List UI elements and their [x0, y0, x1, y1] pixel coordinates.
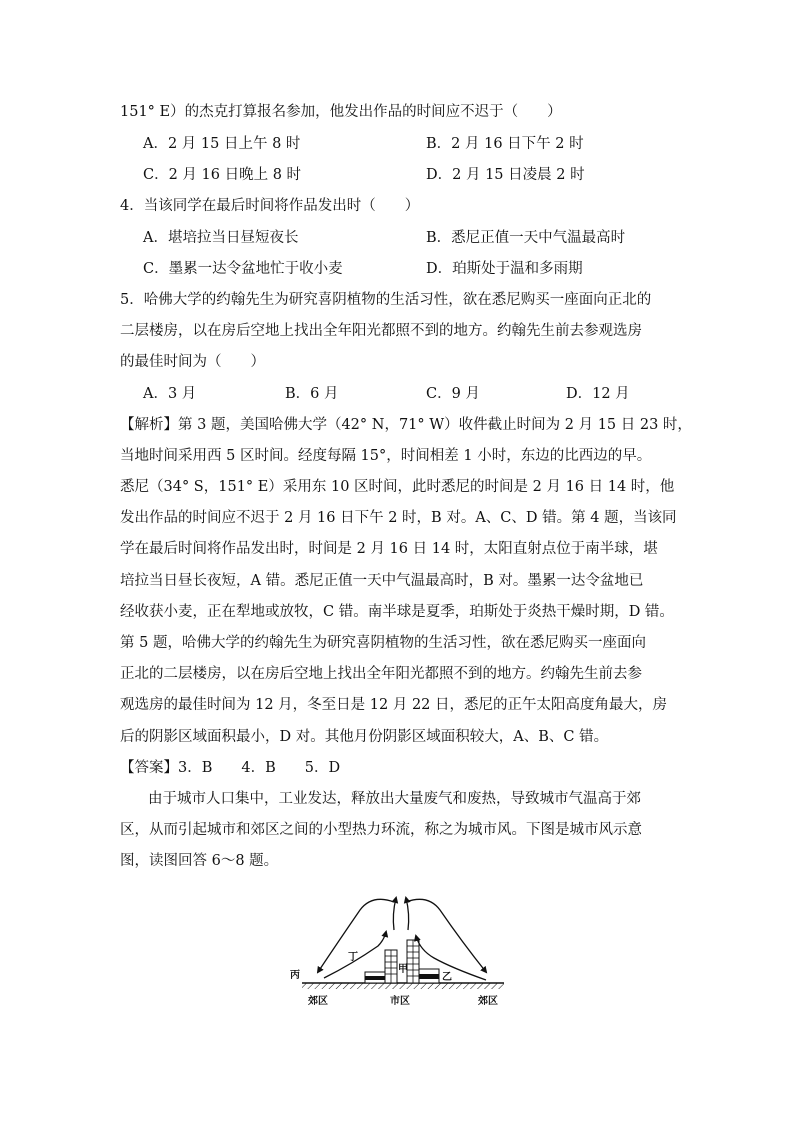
analysis-line-10: 观选房的最佳时间为 12 月，冬至日是 12 月 22 日，悉尼的正午太阳高度角最大，房: [120, 697, 668, 713]
answer-line: 【答案】3．B 4．B 5．D: [120, 760, 341, 776]
label-ding: 丁: [348, 952, 358, 963]
intro-line-3: 图，读图回答 6～8 题。: [120, 853, 279, 869]
q3-continuation: 151° E）的杰克打算报名参加，他发出作品的时间应不迟于（ ）: [120, 104, 562, 120]
label-city: 市区: [390, 996, 410, 1007]
q5-option-b: B．6 月: [285, 386, 339, 402]
ground-line: [302, 983, 504, 989]
analysis-line-2: 当地时间采用西 5 区时间。经度每隔 15°，时间相差 1 小时，东边的比西边的早。: [120, 448, 652, 464]
intro-line-2: 区，从而引起城市和郊区之间的小型热力环流，称之为城市风。下图是城市风示意: [120, 822, 642, 838]
building-left: [365, 972, 385, 983]
q5-option-a: A．3 月: [143, 386, 197, 402]
label-suburb-right: 郊区: [478, 996, 498, 1007]
analysis-line-8: 第 5 题，哈佛大学的约翰先生为研究喜阴植物的生活习性，欲在悉尼购买一座面向: [120, 635, 646, 651]
city-wind-diagram: [282, 880, 518, 1012]
analysis-line-7: 经收获小麦，正在犁地或放牧，C 错。南半球是夏季，珀斯处于炎热干燥时期，D 错。: [120, 604, 674, 620]
q4-option-b: B．悉尼正值一天中气温最高时: [426, 230, 626, 246]
q4-option-c: C．墨累一达令盆地忙于收小麦: [143, 261, 343, 277]
analysis-line-5: 学在最后时间将作品发出时，时间是 2 月 16 日 14 时，太阳直射点位于南半球，堪: [120, 541, 658, 557]
intro-line-1: 由于城市人口集中，工业发达，释放出大量废气和废热，导致城市气温高于郊: [148, 791, 641, 807]
label-yi: 乙: [442, 972, 452, 983]
q5-option-d: D．12 月: [566, 386, 630, 402]
label-jia: 甲: [398, 964, 408, 975]
building-tall-left: [385, 950, 397, 983]
arrow-rise-left: [393, 898, 396, 930]
q3-option-b: B．2 月 16 日下午 2 时: [426, 136, 584, 152]
analysis-line-3: 悉尼（34° S，151° E）采用东 10 区时间，此时悉尼的时间是 2 月 16 日 14 时，他: [120, 479, 675, 495]
analysis-line-6: 培拉当日昼长夜短，A 错。悉尼正值一天中气温最高时，B 对。墨累一达令盆地已: [120, 573, 644, 589]
analysis-line-11: 后的阴影区域面积最小，D 对。其他月份阴影区域面积较大，A、B、C 错。: [120, 729, 609, 745]
q4-stem: 4．当该同学在最后时间将作品发出时（ ）: [120, 198, 420, 214]
label-suburb-left: 郊区: [308, 996, 328, 1007]
building-right: [419, 969, 439, 983]
analysis-line-4: 发出作品的时间应不迟于 2 月 16 日下午 2 时，B 对。A、C、D 错。第 4 题，当该同: [120, 510, 677, 526]
analysis-line-9: 正北的二层楼房，以在房后空地上找出全年阳光都照不到的地方。约翰先生前去参: [120, 666, 642, 682]
label-bing: 丙: [290, 970, 300, 981]
q4-option-d: D．珀斯处于温和多雨期: [426, 261, 583, 277]
q3-option-c: C．2 月 16 日晚上 8 时: [143, 167, 302, 183]
q5-option-c: C．9 月: [426, 386, 480, 402]
q3-option-a: A．2 月 15 日上午 8 时: [143, 136, 301, 152]
analysis-line-1: 【解析】第 3 题，美国哈佛大学（42° N，71° W）收件截止时间为 2 月 15 日 23 时，: [120, 417, 692, 433]
building-tall-center: [407, 940, 419, 983]
q5-stem-3: 的最佳时间为（ ）: [120, 354, 265, 370]
arrow-rise-right: [406, 898, 409, 930]
q5-stem-2: 二层楼房，以在房后空地上找出全年阳光都照不到的地方。约翰先生前去参观选房: [120, 323, 642, 339]
q5-stem-1: 5．哈佛大学的约翰先生为研究喜阴植物的生活习性，欲在悉尼购买一座面向正北的: [120, 292, 652, 308]
q4-option-a: A．堪培拉当日昼短夜长: [143, 230, 299, 246]
q3-option-d: D．2 月 15 日凌晨 2 时: [426, 167, 585, 183]
